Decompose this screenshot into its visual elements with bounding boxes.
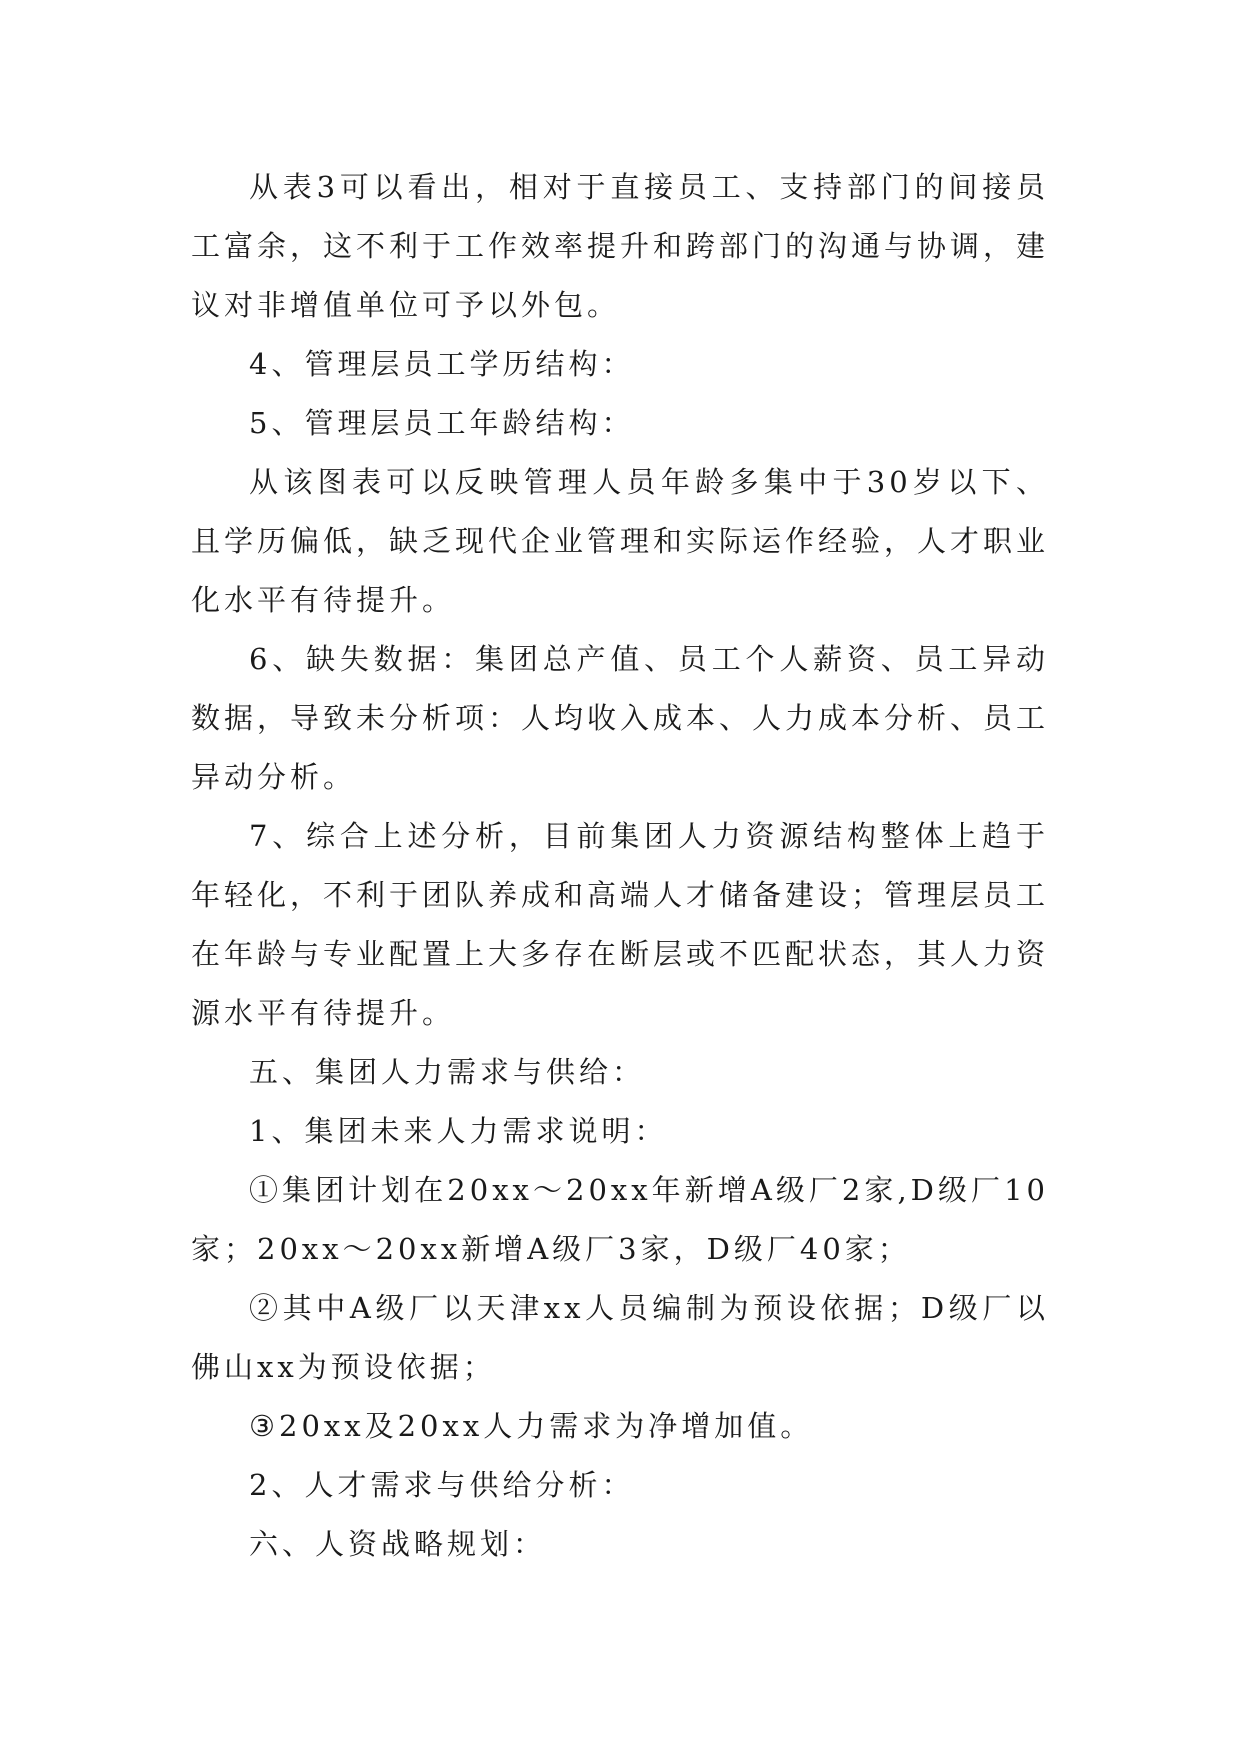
document-body bbox=[191, 158, 1049, 1574]
paragraph-education-structure: 4、管理层员工学历结构： bbox=[249, 347, 635, 381]
list-item-basis: ②其中A级厂以天津xx人员编制为预设依据；D级厂以佛山xx为预设依据； bbox=[191, 1291, 1049, 1384]
section-heading-demand-supply: 五、集团人力需求与供给： bbox=[249, 1055, 646, 1089]
paragraph-age-structure: 5、管理层员工年龄结构： bbox=[249, 406, 635, 440]
list-item-plan: ①集团计划在20xx～20xx年新增A级厂2家,D级厂10家；20xx～20xx新增A级厂3家，D级厂40家； bbox=[191, 1173, 1049, 1266]
paragraph-missing-data: 6、缺失数据：集团总产值、员工个人薪资、员工异动数据，导致未分析项：人均收入成本、人力成本分析、员工异动分析。 bbox=[191, 642, 1050, 794]
paragraph-summary: 7、综合上述分析，目前集团人力资源结构整体上趋于年轻化，不利于团队养成和高端人才储备建设；管理层员工在年龄与专业配置上大多存在断层或不匹配状态，其人力资源水平有待提升。 bbox=[191, 819, 1050, 1030]
paragraph-table3-analysis: 从表3可以看出，相对于直接员工、支持部门的间接员工富余，这不利于工作效率提升和跨部门的沟通与协调，建议对非增值单位可予以外包。 bbox=[191, 170, 1050, 322]
section-heading-hr-strategy: 六、人资战略规划： bbox=[249, 1527, 547, 1561]
paragraph-talent-analysis: 2、人才需求与供给分析： bbox=[249, 1468, 635, 1502]
paragraph-age-analysis: 从该图表可以反映管理人员年龄多集中于30岁以下、且学历偏低，缺乏现代企业管理和实际运作经验，人才职业化水平有待提升。 bbox=[191, 465, 1050, 617]
paragraph-future-demand: 1、集团未来人力需求说明： bbox=[249, 1114, 668, 1148]
list-item-net-increase: ③20xx及20xx人力需求为净增加值。 bbox=[249, 1409, 814, 1443]
